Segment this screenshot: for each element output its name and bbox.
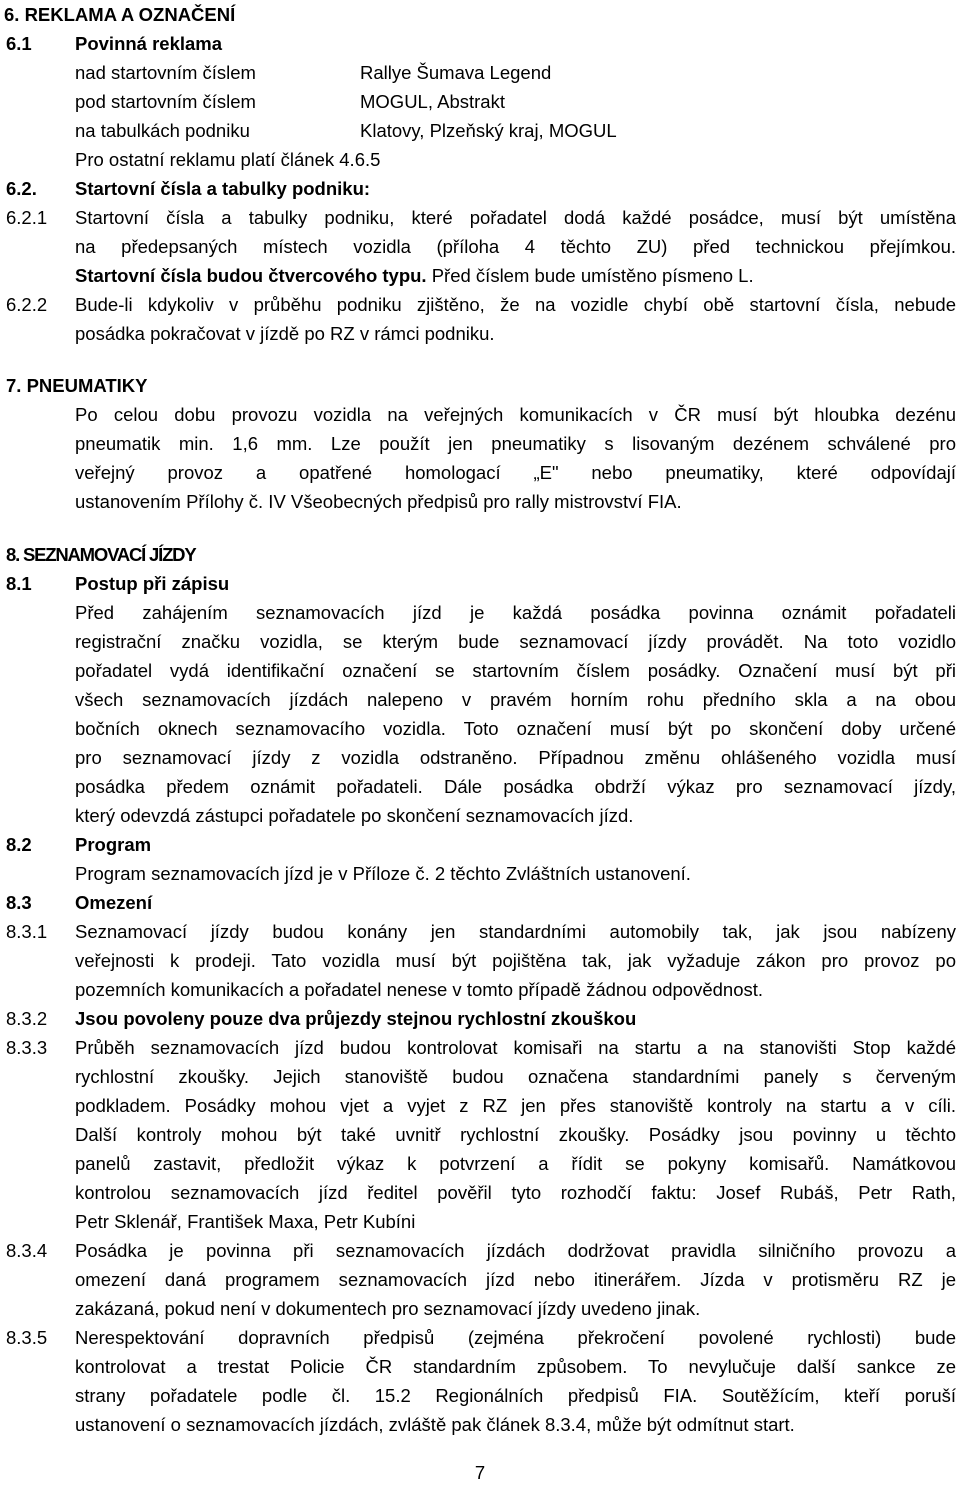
section-8-2-text: Program seznamovacích jízd je v Příloze č. 2 těchto Zvláštních ustanovení. bbox=[75, 863, 691, 884]
section-6-2-number: 6.2. bbox=[6, 178, 37, 199]
paragraph-line: Další kontroly mohou být také uvnitř rychlostní zkoušky. Posádky jsou povinny u těchto bbox=[75, 1124, 956, 1145]
paragraph-line: panelů zastavit, předložit výkaz k potvrzení a řídit se pokyny komisařů. Namátkovou bbox=[75, 1153, 956, 1174]
section-8-1-number: 8.1 bbox=[6, 573, 32, 594]
ad-note: Pro ostatní reklamu platí článek 4.6.5 bbox=[75, 149, 381, 170]
paragraph-line: který odevzdá zástupci pořadatele po skončení seznamovacích jízd. bbox=[75, 805, 634, 826]
paragraph-line: všech seznamovacích jízdách nalepeno v pravém horním rohu předního skla a na obou bbox=[75, 689, 956, 710]
section-8-1-title: Postup při zápisu bbox=[75, 573, 230, 594]
paragraph-number: 6.2.2 bbox=[6, 294, 48, 315]
paragraph-line: posádka pokračovat v jízdě po RZ v rámci podniku. bbox=[75, 323, 495, 344]
paragraph-line: pořadatel vydá identifikační označení se startovním číslem posádky. Označení musí být při bbox=[75, 660, 956, 681]
ad-row-value: MOGUL, Abstrakt bbox=[360, 91, 505, 112]
ad-row-value: Klatovy, Plzeňský kraj, MOGUL bbox=[360, 120, 617, 141]
paragraph-line: zakázaná, pokud není v dokumentech pro seznamovací jízdy uvedeno jinak. bbox=[75, 1298, 701, 1319]
paragraph-line: Před zahájením seznamovacích jízd je každá posádka povinna oznámit pořadateli bbox=[75, 602, 956, 623]
ad-row-label: nad startovním číslem bbox=[75, 62, 256, 83]
paragraph-line: Startovní čísla a tabulky podniku, které pořadatel dodá každé posádce, musí být umístěna bbox=[75, 207, 956, 228]
ad-row-value: Rallye Šumava Legend bbox=[360, 62, 552, 83]
paragraph-line: Bude-li kdykoliv v průběhu podniku zjištěno, že na vozidle chybí obě startovní čísla, nebude bbox=[75, 294, 956, 315]
statement-rest: Před číslem bude umístěno písmeno L. bbox=[426, 265, 754, 286]
paragraph-line: Seznamovací jízdy budou konány jen standardními automobily tak, jak jsou nabízeny bbox=[75, 921, 956, 942]
section-8-heading: 8. SEZNAMOVACÍ JÍZDY bbox=[6, 544, 196, 565]
paragraph-number: 8.3.5 bbox=[6, 1327, 48, 1348]
section-7-heading: 7. PNEUMATIKY bbox=[6, 375, 148, 396]
paragraph-line: Petr Sklenář, František Maxa, Petr Kubíni bbox=[75, 1211, 416, 1232]
section-6-1-number: 6.1 bbox=[6, 33, 32, 54]
section-6-1-title: Povinná reklama bbox=[75, 33, 223, 54]
paragraph-line: rychlostní zkoušky. Jejich stanoviště budou označena standardními panely s červeným bbox=[75, 1066, 956, 1087]
paragraph-line: pro seznamovací jízdy z vozidla odstraněno. Případnou změnu ohlášeného vozidla musí bbox=[75, 747, 956, 768]
paragraph-line: veřejnosti k prodeji. Tato vozidla musí být pojištěna tak, jak vyžaduje zákon pro provoz po bbox=[75, 950, 956, 971]
ad-row-label: pod startovním číslem bbox=[75, 91, 256, 112]
paragraph-line: kontrolou seznamovacích jízd ředitel pověřil tyto rozhodčí faktu: Josef Rubáš, Petr Rath, bbox=[75, 1182, 956, 1203]
paragraph-line: Po celou dobu provozu vozidla na veřejných komunikacích v ČR musí být hloubka dezénu bbox=[75, 404, 956, 425]
paragraph-line: pozemních komunikacích a pořadatel nenese v tomto případě žádnou odpovědnost. bbox=[75, 979, 764, 1000]
section-8-2-title: Program bbox=[75, 834, 152, 855]
section-6-2-title: Startovní čísla a tabulky podniku: bbox=[75, 178, 371, 199]
paragraph-line: Posádka je povinna při seznamovacích jízdách dodržovat pravidla silničního provozu a bbox=[75, 1240, 956, 1261]
paragraph-line: omezení daná programem seznamovacích jízd nebo itinerářem. Jízda v protisměru RZ je bbox=[75, 1269, 956, 1290]
paragraph-line: Jsou povoleny pouze dva průjezdy stejnou rychlostní zkouškou bbox=[75, 1008, 637, 1029]
paragraph-number: 8.3.3 bbox=[6, 1037, 48, 1058]
page-number: 7 bbox=[474, 1462, 486, 1483]
paragraph-line: podkladem. Posádky mohou vjet a vyjet z RZ jen přes stanoviště kontroly na startu a v cíli. bbox=[75, 1095, 956, 1116]
section-6-heading: 6. REKLAMA A OZNAČENÍ bbox=[4, 4, 236, 25]
paragraph-line: na předepsaných místech vozidla (příloha 4 těchto ZU) před technickou přejímkou. bbox=[75, 236, 956, 257]
paragraph-number: 8.3.4 bbox=[6, 1240, 48, 1261]
paragraph-line: ustanovením Přílohy č. IV Všeobecných předpisů pro rally mistrovství FIA. bbox=[75, 491, 682, 512]
paragraph-number: 8.3.2 bbox=[6, 1008, 48, 1029]
paragraph-line: veřejný provoz a opatřené homologací „E" nebo pneumatiky, které odpovídají bbox=[75, 462, 956, 483]
paragraph-line: registrační značku vozidla, se kterým bude seznamovací jízdy provádět. Na toto vozidlo bbox=[75, 631, 956, 652]
bold-statement: Startovní čísla budou čtvercového typu. bbox=[75, 265, 427, 286]
paragraph-line: pneumatik min. 1,6 mm. Lze použít jen pneumatiky s lisovaným dezénem schválené pro bbox=[75, 433, 956, 454]
paragraph-line: ustanovení o seznamovacích jízdách, zvláště pak článek 8.3.4, může být odmítnut start. bbox=[75, 1414, 795, 1435]
paragraph-line: kontrolovat a trestat Policie ČR standardním způsobem. To nevylučuje další sankce ze bbox=[75, 1356, 956, 1377]
section-8-3-number: 8.3 bbox=[6, 892, 32, 913]
paragraph-number: 8.3.1 bbox=[6, 921, 48, 942]
paragraph-line: Průběh seznamovacích jízd budou kontrolovat komisaři na startu a na stanovišti Stop každé bbox=[75, 1037, 956, 1058]
section-8-2-number: 8.2 bbox=[6, 834, 32, 855]
paragraph-line bbox=[75, 261, 956, 290]
paragraph-line: Nerespektování dopravních předpisů (zejména překročení povolené rychlosti) bude bbox=[75, 1327, 956, 1348]
section-8-3-title: Omezení bbox=[75, 892, 153, 913]
paragraph-line: posádka předem oznámit pořadateli. Dále posádka obdrží výkaz pro seznamovací jízdy, bbox=[75, 776, 956, 797]
ad-row-label: na tabulkách podniku bbox=[75, 120, 250, 141]
paragraph-line: bočních oknech seznamovacího vozidla. Toto označení musí být po skončení doby určené bbox=[75, 718, 956, 739]
paragraph-line: strany pořadatele podle čl. 15.2 Regionálních předpisů FIA. Soutěžícím, kteří poruší bbox=[75, 1385, 956, 1406]
paragraph-number: 6.2.1 bbox=[6, 207, 48, 228]
